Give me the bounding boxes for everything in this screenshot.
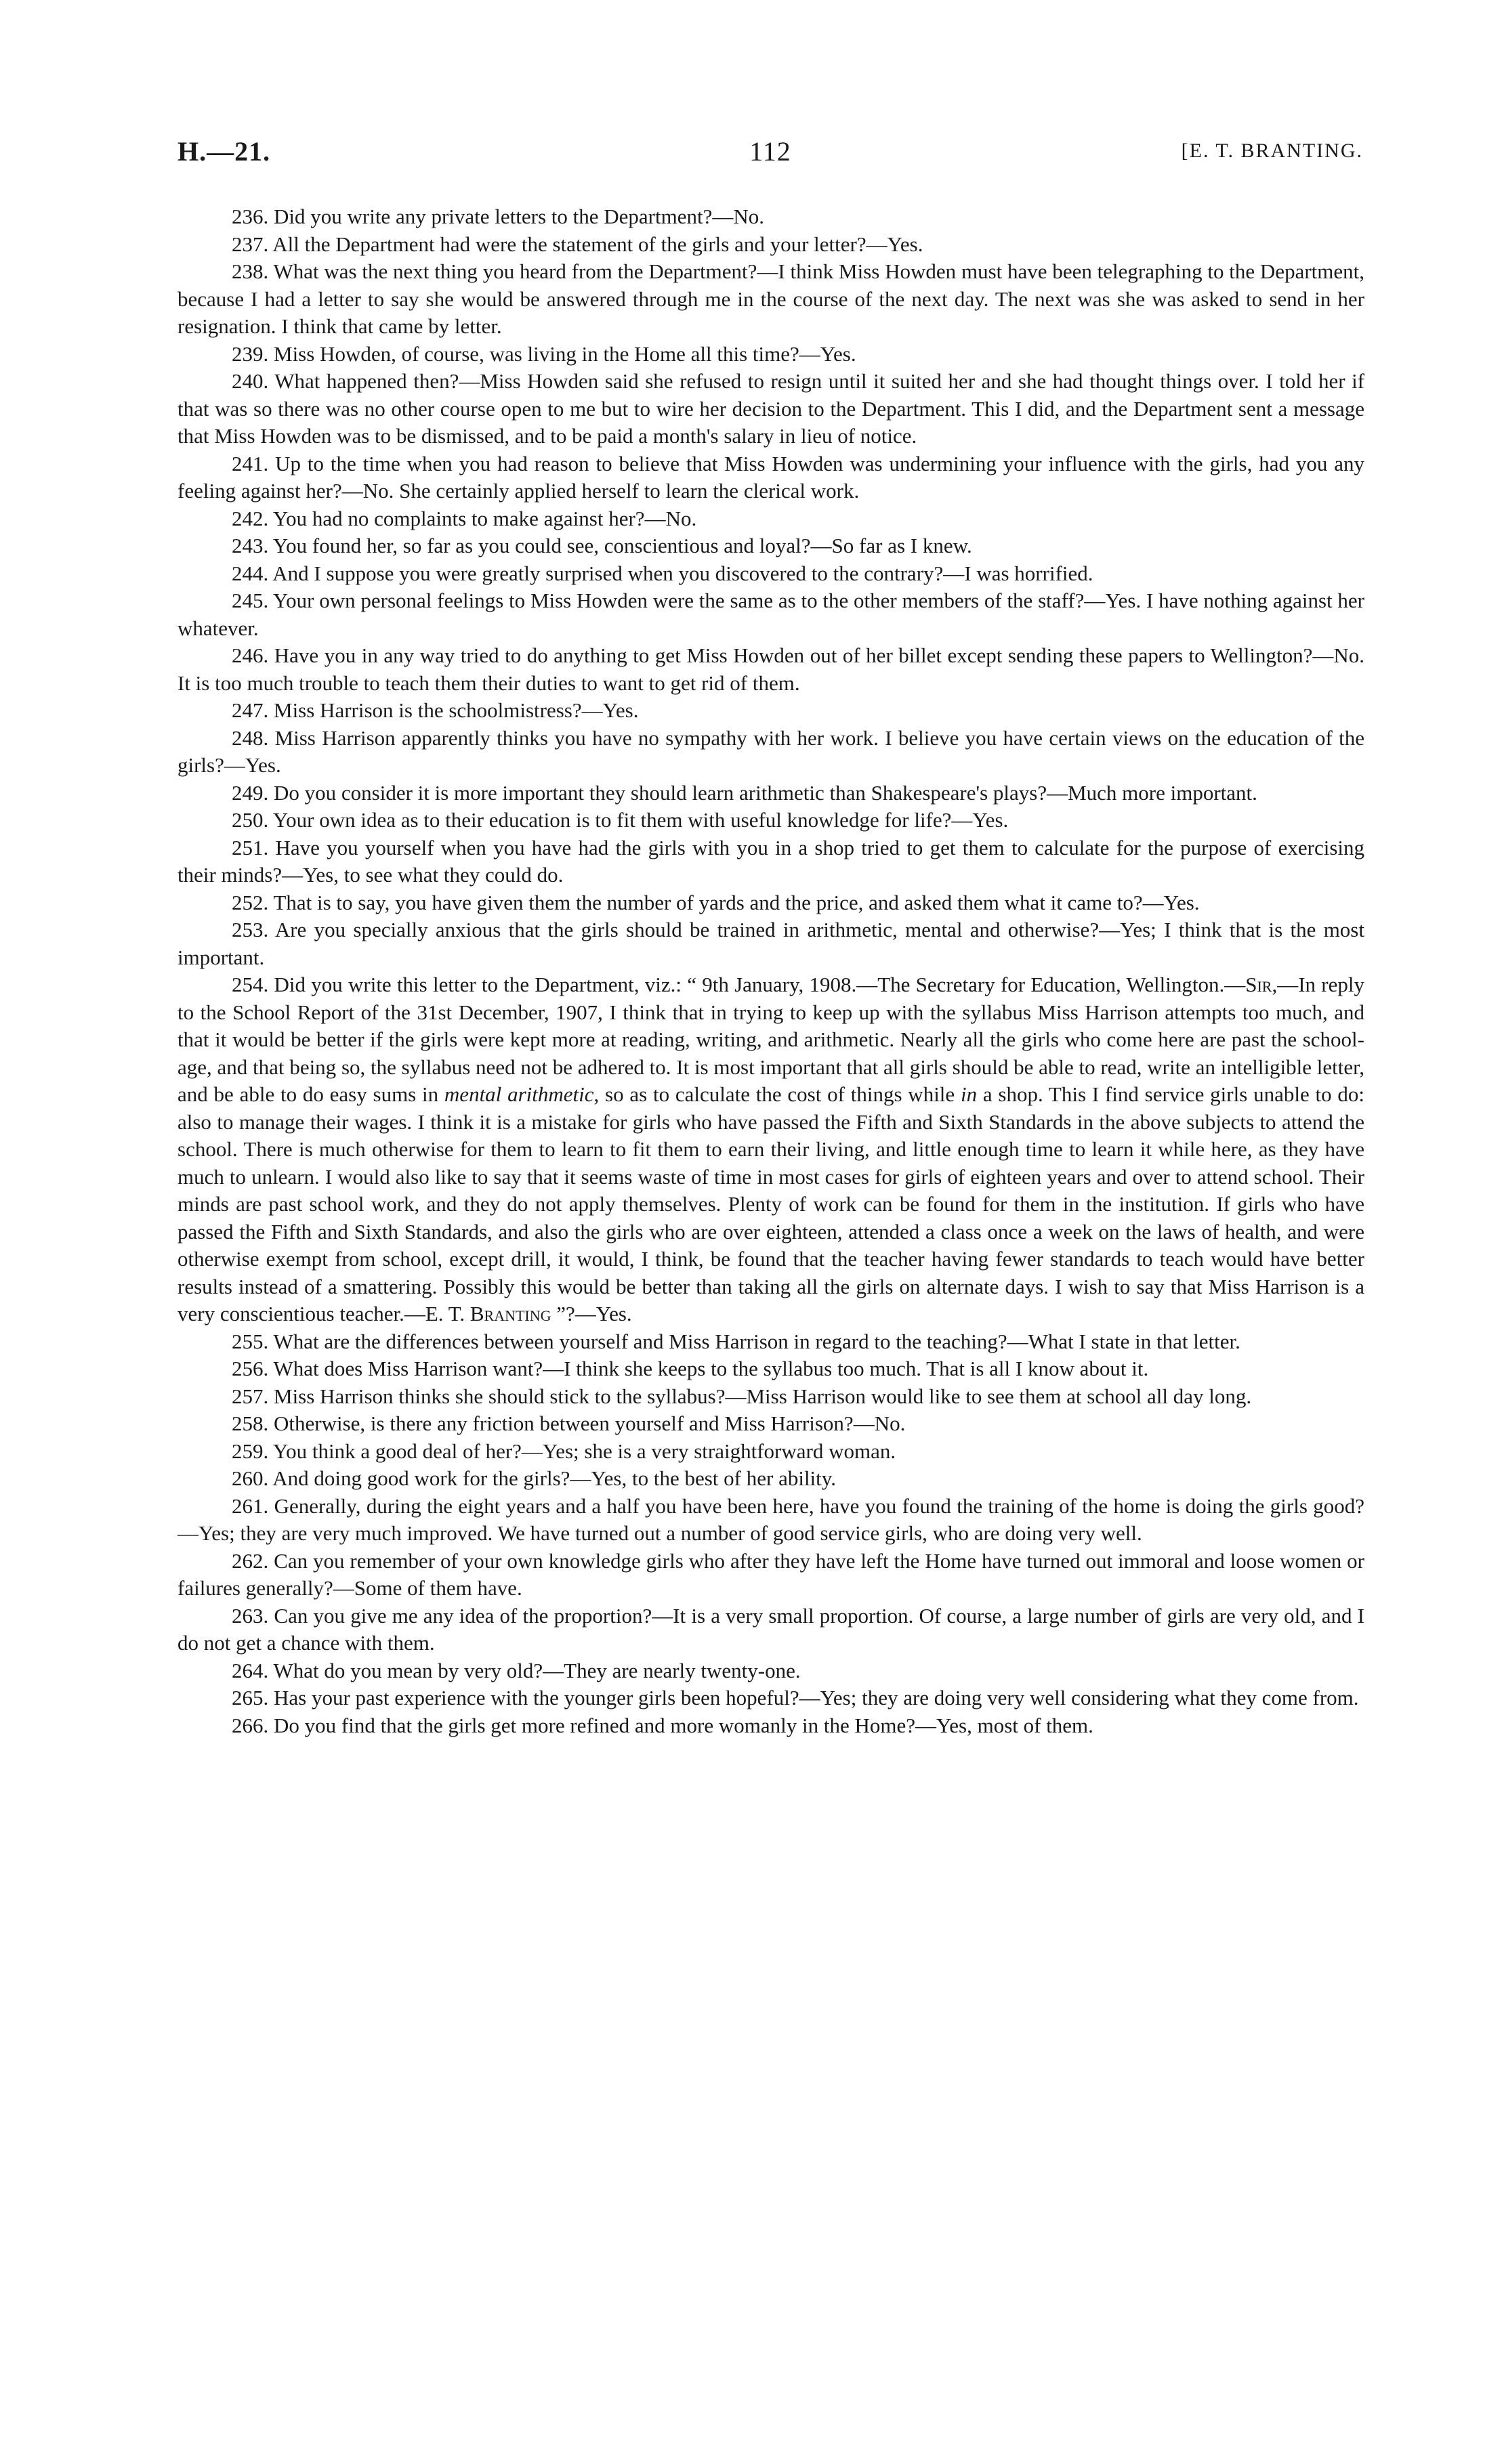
question-237: 237. All the Department had were the statement of the girls and your letter?—Yes.	[232, 232, 923, 256]
question-242: 242. You had no complaints to make against her?—No.	[232, 506, 697, 530]
question-247: 247. Miss Harrison is the schoolmistress?—Yes.	[232, 698, 639, 722]
letter-answer: ”?—Yes.	[551, 1302, 632, 1325]
page-header	[177, 135, 1363, 176]
question-243: 243. You found her, so far as you could see, conscientious and loyal?—So far as I knew.	[232, 534, 972, 557]
question-236: 236. Did you write any private letters to the Department?—No.	[232, 205, 764, 228]
question-241: 241. Up to the time when you had reason to believe that Miss Howden was undermining your influence with the girls, had you any feeling against her?—No. She certainly applied herself to learn the clerical work.	[177, 451, 1364, 503]
document-reference: H.—21.	[177, 136, 271, 167]
letter-text-2: , so as to calculate the cost of things while	[593, 1082, 961, 1106]
question-259: 259. You think a good deal of her?—Yes; she is a very straightforward woman.	[232, 1439, 896, 1463]
question-260: 260. And doing good work for the girls?—Yes, to the best of her ability.	[232, 1466, 837, 1490]
question-264: 264. What do you mean by very old?—They are nearly twenty-one.	[232, 1658, 801, 1682]
letter-text-1: ,—In reply to the School Report of the 31st December, 1907, I think that in trying to keep up with the syllabus Miss Harrison attempts too much, and that it would be better if the girls were kept more at reading, writing, and arithmetic. Nearly all the girls who come here are past the school-age, and that being so, the syllabus need not be adhered to. It is most important that all girls should be able to read, write an intelligible letter, and be able to do easy sums in	[177, 973, 1364, 1106]
question-262: 262. Can you remember of your own knowledge girls who after they have left the Home have turned out immoral and loose women or failures generally?—Some of them have.	[177, 1548, 1364, 1600]
question-255: 255. What are the differences between yourself and Miss Harrison in regard to the teaching?—What I state in that letter.	[232, 1329, 1240, 1353]
letter-lead: 254. Did you write this letter to the Department, viz.: “ 9th January, 1908.—The Secretary for Education, Wellington.—	[232, 973, 1246, 996]
question-254-letter	[177, 971, 1364, 1328]
question-252: 252. That is to say, you have given them the number of yards and the price, and asked them what it came to?—Yes.	[232, 890, 1200, 914]
question-250: 250. Your own idea as to their education is to fit them with useful knowledge for life?—Yes.	[232, 808, 1009, 832]
question-263: 263. Can you give me any idea of the proportion?—It is a very small proportion. Of course, a large number of girls are very old, and I do not get a chance with them.	[177, 1603, 1364, 1655]
question-244: 244. And I suppose you were greatly surprised when you discovered to the contrary?—I was horrified.	[232, 561, 1093, 585]
question-239: 239. Miss Howden, of course, was living in the Home all this time?—Yes.	[232, 341, 856, 366]
question-249: 249. Do you consider it is more important they should learn arithmetic than Shakespeare's plays?—Much more important.	[232, 780, 1257, 805]
testimony-body	[177, 203, 1364, 1739]
question-240: 240. What happened then?—Miss Howden said she refused to resign until it suited her and she had thought things over. I told her if that was so there was no other course open to me but to wire her decision to the Department. This I did, and the Department sent a message that Miss Howden was to be dismissed, and to be paid a month's salary in lieu of notice.	[177, 369, 1364, 448]
question-245: 245. Your own personal feelings to Miss Howden were the same as to the other members of the staff?—Yes. I have nothing against her whatever.	[177, 589, 1364, 640]
question-261: 261. Generally, during the eight years and a half you have been here, have you found the training of the home is doing the girls good?—Yes; they are very much improved. We have turned out a number of good service girls, who are doing very well.	[177, 1493, 1364, 1545]
letter-emphasis-mental-arithmetic: mental arithmetic	[444, 1082, 594, 1106]
page-number: 112	[749, 136, 791, 167]
question-265: 265. Has your past experience with the younger girls been hopeful?—Yes; they are doing very well considering what they come from.	[232, 1686, 1359, 1709]
witness-name: [E. T. BRANTING.	[1181, 140, 1363, 162]
question-258: 258. Otherwise, is there any friction between yourself and Miss Harrison?—No.	[232, 1411, 906, 1435]
question-238: 238. What was the next thing you heard from the Department?—I think Miss Howden must have been telegraphing to the Department, because I had a letter to say she would be answered through me in the course of the next day. The next was she was asked to send in her resignation. I think that came by letter.	[177, 259, 1364, 338]
question-256: 256. What does Miss Harrison want?—I think she keeps to the syllabus too much. That is all I know about it.	[232, 1357, 1149, 1380]
question-246: 246. Have you in any way tried to do anything to get Miss Howden out of her billet except sending these papers to Wellington?—No. It is too much trouble to teach them their duties to want to get rid of them.	[177, 643, 1364, 695]
letter-text-3: a shop. This I find service girls unable to do: also to manage their wages. I think it is a mistake for girls who have passed the Fifth and Sixth Standards in the above subjects to attend the school. There is much otherwise for them to learn to fit them to earn their living, and little enough time to learn it while here, as they have much to unlearn. I would also like to say that it seems waste of time in most cases for girls of eighteen years and over to attend school. Their minds are past school work, and they do not apply themselves. Plenty of work can be found for them in the institution. If girls who have passed the Fifth and Sixth Standards, and also the girls who are over eighteen, attended a class once a week on the laws of health, and were otherwise exempt from school, except drill, it would, I think, be found that the teacher having fewer standards to teach would have better results instead of a smattering. Possibly this would be better than taking all the girls on alternate days. I wish to say that Miss Harrison is a very conscientious teacher.—E. T.	[177, 1082, 1364, 1325]
letter-signature: Branting	[469, 1302, 551, 1325]
question-251: 251. Have you yourself when you have had the girls with you in a shop tried to get them to calculate for the purpose of exercising their minds?—Yes, to see what they could do.	[177, 835, 1364, 887]
question-248: 248. Miss Harrison apparently thinks you have no sympathy with her work. I believe you have certain views on the education of the girls?—Yes.	[177, 725, 1364, 777]
letter-salutation: Sir	[1245, 973, 1272, 996]
question-253: 253. Are you specially anxious that the girls should be trained in arithmetic, mental and otherwise?—Yes; I think that is the most important.	[177, 918, 1364, 969]
letter-emphasis-in: in	[960, 1082, 978, 1106]
question-257: 257. Miss Harrison thinks she should stick to the syllabus?—Miss Harrison would like to see them at school all day long.	[232, 1384, 1252, 1408]
question-266: 266. Do you find that the girls get more refined and more womanly in the Home?—Yes, most of them.	[232, 1713, 1093, 1737]
